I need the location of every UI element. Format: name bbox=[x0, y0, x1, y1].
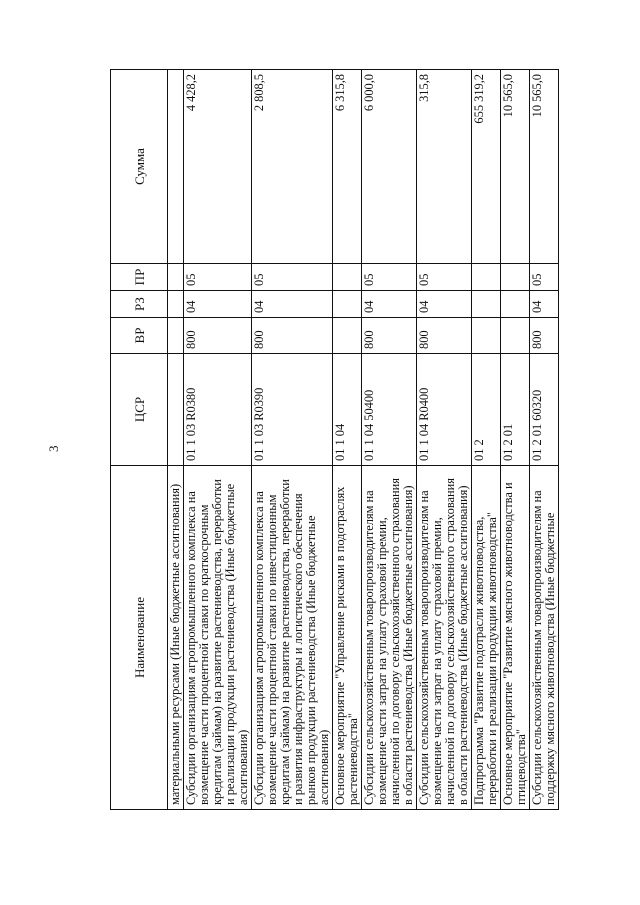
cell-vr: 800 bbox=[362, 318, 417, 354]
cell-sum: 315,8 bbox=[417, 70, 472, 264]
cell-rz: 04 bbox=[184, 291, 252, 318]
cell-name: Субсидии сельскохозяйственным товаропроизводителям на возмещение части затрат на уплату страховой премии, начисленной по договору сельскохозяйственного страхования в области растениеводства (Иные бюджетные ассигнования) bbox=[417, 466, 472, 810]
cell-csr: 01 2 01 bbox=[501, 354, 530, 466]
cell-csr: 01 2 01 60320 bbox=[530, 354, 559, 466]
header-name: Наименование bbox=[111, 466, 168, 810]
cell-name: Субсидии сельскохозяйственным товаропроизводителям на поддержку мясного животноводства (Иные бюджетные bbox=[530, 466, 559, 810]
cell-sum: 4 428,2 bbox=[184, 70, 252, 264]
header-pr: ПР bbox=[111, 264, 168, 291]
table-row bbox=[501, 70, 530, 810]
header-vr: ВР bbox=[111, 318, 168, 354]
cell-pr: 05 bbox=[417, 264, 472, 291]
cell-vr bbox=[472, 318, 501, 354]
cell-rz bbox=[333, 291, 362, 318]
cell-sum: 10 565,0 bbox=[501, 70, 530, 264]
table-row bbox=[168, 70, 184, 810]
cell-pr: 05 bbox=[252, 264, 333, 291]
cell-sum: 655 319,2 bbox=[472, 70, 501, 264]
cell-pr bbox=[168, 264, 184, 291]
cell-csr: 01 1 03 R0380 bbox=[184, 354, 252, 466]
cell-name: Основное мероприятие "Развитие мясного животноводства и птицеводства" bbox=[501, 466, 530, 810]
cell-sum: 10 565,0 bbox=[530, 70, 559, 264]
cell-rz bbox=[472, 291, 501, 318]
cell-sum: 2 808,5 bbox=[252, 70, 333, 264]
table-row bbox=[472, 70, 501, 810]
cell-csr: 01 1 03 R0390 bbox=[252, 354, 333, 466]
cell-name: материальными ресурсами (Иные бюджетные ассигнования) bbox=[168, 466, 184, 810]
cell-rz bbox=[168, 291, 184, 318]
cell-pr: 05 bbox=[530, 264, 559, 291]
cell-csr: 01 1 04 bbox=[333, 354, 362, 466]
cell-vr: 800 bbox=[530, 318, 559, 354]
cell-rz: 04 bbox=[530, 291, 559, 318]
cell-name: Субсидии организациям агропромышленного комплекса на возмещение части процентной ставки по инвестиционным кредитам (займам) на развитие растениеводства, переработки и развития инфраструктуры и логистического обеспечения рынков продукции растениеводства (Иные бюджетные ассигнования) bbox=[252, 466, 333, 810]
cell-pr bbox=[333, 264, 362, 291]
table-header-row bbox=[111, 70, 168, 810]
budget-table bbox=[110, 69, 559, 810]
cell-name: Подпрограмма "Развитие подотрасли животноводства, переработки и реализации продукции животноводства" bbox=[472, 466, 501, 810]
budget-sheet bbox=[110, 70, 598, 810]
cell-pr: 05 bbox=[362, 264, 417, 291]
cell-pr bbox=[472, 264, 501, 291]
cell-rz: 04 bbox=[417, 291, 472, 318]
table-row bbox=[184, 70, 252, 810]
cell-vr bbox=[501, 318, 530, 354]
cell-sum: 6 000,0 bbox=[362, 70, 417, 264]
header-csr: ЦСР bbox=[111, 354, 168, 466]
cell-vr bbox=[168, 318, 184, 354]
cell-pr: 05 bbox=[184, 264, 252, 291]
cell-name: Субсидии сельскохозяйственным товаропроизводителям на возмещение части затрат на уплату страховой премии, начисленной по договору сельскохозяйственного страхования в области растениеводства (Иные бюджетные ассигнования) bbox=[362, 466, 417, 810]
cell-name: Основное мероприятие "Управление рисками в подотраслях растениеводства" bbox=[333, 466, 362, 810]
table-row bbox=[417, 70, 472, 810]
header-sum: Сумма bbox=[111, 70, 168, 264]
table-row bbox=[252, 70, 333, 810]
cell-csr bbox=[168, 354, 184, 466]
table-row bbox=[333, 70, 362, 810]
cell-vr: 800 bbox=[417, 318, 472, 354]
cell-sum: 6 315,8 bbox=[333, 70, 362, 264]
cell-rz bbox=[501, 291, 530, 318]
table-row bbox=[362, 70, 417, 810]
cell-sum bbox=[168, 70, 184, 264]
cell-vr bbox=[333, 318, 362, 354]
table-row bbox=[530, 70, 559, 810]
page-number: 3 bbox=[46, 445, 61, 452]
cell-csr: 01 1 04 50400 bbox=[362, 354, 417, 466]
header-rz: РЗ bbox=[111, 291, 168, 318]
cell-rz: 04 bbox=[252, 291, 333, 318]
cell-csr: 01 2 bbox=[472, 354, 501, 466]
cell-csr: 01 1 04 R0400 bbox=[417, 354, 472, 466]
cell-rz: 04 bbox=[362, 291, 417, 318]
cell-pr bbox=[501, 264, 530, 291]
cell-vr: 800 bbox=[252, 318, 333, 354]
cell-vr: 800 bbox=[184, 318, 252, 354]
cell-name: Субсидии организациям агропромышленного комплекса на возмещение части процентной ставки по краткосрочным кредитам (займам) на развитие растениеводства, переработки и реализации продукции растениеводства (Иные бюджетные ассигнования) bbox=[184, 466, 252, 810]
